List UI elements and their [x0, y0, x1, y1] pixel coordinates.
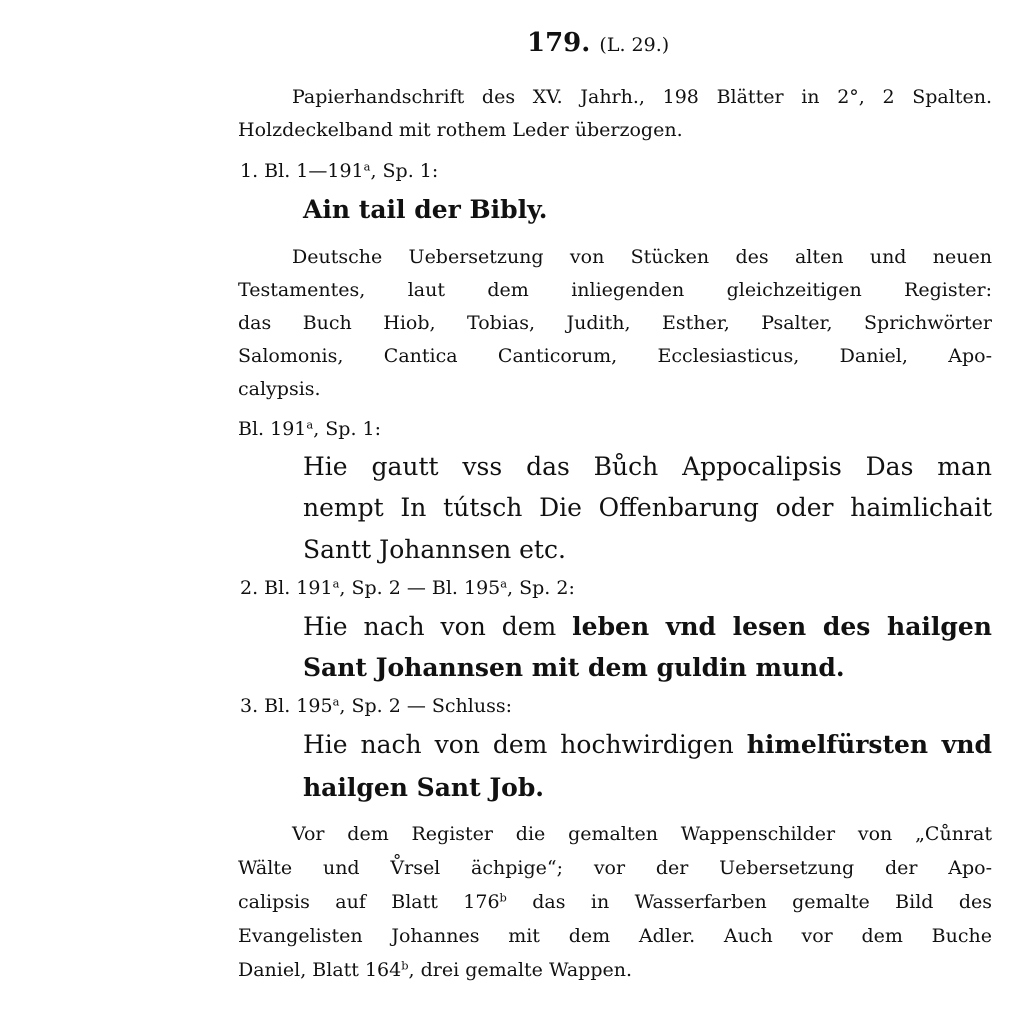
description-line-5: calypsis.: [238, 378, 321, 400]
quote-1b-line-1: Hie gautt vss das Bůch Appocalipsis Das man: [303, 452, 992, 481]
quote-2-line-2: Sant Johannsen mit dem guldin mund.: [303, 653, 845, 682]
entry-2-location: [240, 577, 575, 599]
quote-bold-text: leben vnd lesen des hailgen: [572, 612, 992, 641]
folio-superscript: a: [332, 576, 340, 591]
intro-line-1: Papierhandschrift des XV. Jahrh., 198 Blätter in 2°, 2 Spalten.: [292, 86, 992, 108]
notes-line-5: [238, 959, 632, 981]
folio-superscript: a: [363, 159, 371, 174]
notes-text: Daniel, Blatt 164: [238, 959, 402, 981]
notes-line-2: Wälte und V̊rsel ächpige“; vor der Uebersetzung der Apo-: [238, 857, 992, 879]
location-text: Bl. 191: [238, 418, 307, 440]
notes-text: , drei gemalte Wappen.: [408, 959, 632, 981]
location-text: , Sp. 2 — Schluss:: [339, 695, 512, 717]
location-text: 1. Bl. 1—191: [240, 160, 364, 182]
folio-superscript: b: [499, 890, 507, 905]
quote-3-line-2: hailgen Sant Job.: [303, 773, 545, 802]
entry-reference: (L. 29.): [599, 34, 670, 56]
quote-1b-line-3: Santt Johannsen etc.: [303, 535, 566, 564]
notes-text: calipsis auf Blatt 176: [238, 891, 500, 913]
description-line-4: Salomonis, Cantica Canticorum, Ecclesiasticus, Daniel, Apo-: [238, 345, 992, 367]
notes-line-3: [238, 891, 992, 913]
folio-superscript: a: [500, 576, 508, 591]
entry-header: [527, 28, 669, 58]
location-text: 3. Bl. 195: [240, 695, 333, 717]
quote-plain-text: Hie nach von dem: [303, 612, 557, 641]
folio-superscript: a: [306, 417, 314, 432]
notes-line-1: Vor dem Register die gemalten Wappenschilder von „Cůnrat: [292, 823, 992, 845]
quote-plain-text: Hie nach von dem hochwirdigen: [303, 730, 734, 759]
entry-1-title: Ain tail der Bibly.: [303, 195, 548, 224]
description-line-1: Deutsche Uebersetzung von Stücken des alten und neuen: [292, 246, 992, 268]
description-line-3: das Buch Hiob, Tobias, Judith, Esther, Psalter, Sprichwörter: [238, 312, 992, 334]
entry-1-location: [240, 160, 438, 182]
location-text: 2. Bl. 191: [240, 577, 333, 599]
entry-3-location: [240, 695, 512, 717]
location-text: , Sp. 2 — Bl. 195: [339, 577, 501, 599]
quote-2-line-1: [303, 612, 992, 641]
quote-1b-line-2: nempt In tútsch Die Offenbarung oder haimlichait: [303, 493, 992, 522]
entry-1b-location: [238, 418, 381, 440]
notes-line-4: Evangelisten Johannes mit dem Adler. Auch vor dem Buche: [238, 925, 992, 947]
folio-superscript: b: [401, 958, 409, 973]
notes-text: das in Wasserfarben gemalte Bild des: [506, 891, 993, 913]
description-line-2: Testamentes, laut dem inliegenden gleichzeitigen Register:: [238, 279, 992, 301]
quote-bold-text: himelfürsten vnd: [746, 730, 992, 759]
folio-superscript: a: [332, 694, 340, 709]
quote-3-line-1: [303, 730, 992, 759]
location-text: , Sp. 1:: [370, 160, 439, 182]
entry-number: 179.: [527, 28, 591, 58]
location-text: , Sp. 2:: [507, 577, 575, 599]
intro-line-2: Holzdeckelband mit rothem Leder überzogen.: [238, 119, 683, 141]
location-text: , Sp. 1:: [313, 418, 382, 440]
